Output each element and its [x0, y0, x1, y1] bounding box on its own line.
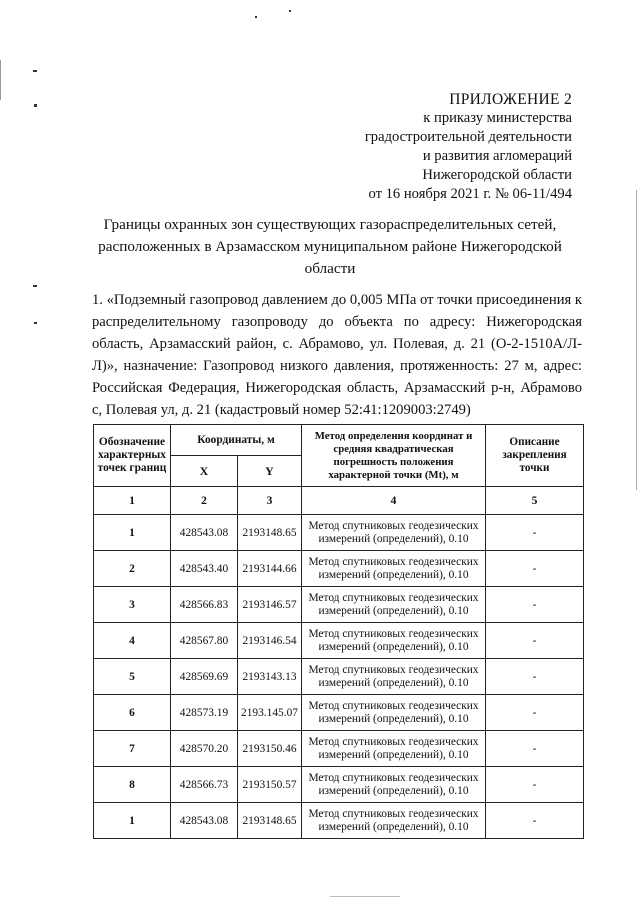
y-cell: 2193150.46: [238, 731, 302, 767]
scan-edge: [0, 60, 1, 100]
method-cell: Метод спутниковых геодезических измерений (определений), 0.10: [302, 659, 486, 695]
point-cell: 2: [94, 551, 171, 587]
description-cell: -: [486, 587, 584, 623]
table-row: [94, 731, 584, 767]
point-cell: 1: [94, 803, 171, 839]
description-cell: -: [486, 803, 584, 839]
header-coordinates: Координаты, м: [171, 425, 302, 456]
method-cell: Метод спутниковых геодезических измерений (определений), 0.10: [302, 587, 486, 623]
table-row: [94, 803, 584, 839]
column-number: 4: [302, 487, 486, 515]
table-row: [94, 767, 584, 803]
table-row: [94, 587, 584, 623]
y-cell: 2193144.66: [238, 551, 302, 587]
appendix-heading: ПРИЛОЖЕНИЕ 2: [449, 91, 572, 108]
y-cell: 2193148.65: [238, 803, 302, 839]
y-cell: 2193148.65: [238, 515, 302, 551]
title-line: Границы охранных зон существующих газораспределительных сетей,: [103, 216, 557, 233]
x-cell: 428543.08: [171, 515, 238, 551]
x-cell: 428543.08: [171, 803, 238, 839]
document-title: [80, 214, 580, 280]
header-x: X: [171, 456, 238, 487]
method-cell: Метод спутниковых геодезических измерений (определений), 0.10: [302, 551, 486, 587]
appendix-block: [312, 90, 572, 204]
x-cell: 428566.73: [171, 767, 238, 803]
x-cell: 428569.69: [171, 659, 238, 695]
column-number: 5: [486, 487, 584, 515]
scan-mark: [34, 104, 37, 107]
header-method: Метод определения координат и средняя квадратическая погрешность положения характерной точки (Mt), м: [302, 425, 486, 487]
description-cell: -: [486, 767, 584, 803]
x-cell: 428567.80: [171, 623, 238, 659]
scan-edge: [636, 190, 637, 490]
point-cell: 1: [94, 515, 171, 551]
method-cell: Метод спутниковых геодезических измерений (определений), 0.10: [302, 803, 486, 839]
table-row: [94, 623, 584, 659]
y-cell: 2193.145.07: [238, 695, 302, 731]
scan-mark: [33, 70, 37, 72]
title-line: области: [304, 260, 356, 277]
appendix-line: градостроительной деятельности: [364, 129, 572, 145]
table-row: [94, 551, 584, 587]
table-row: [94, 695, 584, 731]
table-row: [94, 515, 584, 551]
y-cell: 2193146.54: [238, 623, 302, 659]
header-point: Обозначение характерных точек границ: [94, 425, 171, 487]
x-cell: 428543.40: [171, 551, 238, 587]
scan-mark: [33, 285, 37, 287]
x-cell: 428573.19: [171, 695, 238, 731]
method-cell: Метод спутниковых геодезических измерений (определений), 0.10: [302, 695, 486, 731]
description-cell: -: [486, 551, 584, 587]
point-cell: 4: [94, 623, 171, 659]
header-description: Описание закрепления точки: [486, 425, 584, 487]
scan-mark: [34, 322, 37, 324]
column-number-row: [94, 487, 584, 515]
object-description: 1. «Подземный газопровод давлением до 0,005 МПа от точки присоединения к распределительному газопроводу до объекта по адресу: Нижегородская область, Арзамасский район, с. Абрамово, ул. Полевая, д. 21 (О-2-1510А/Л-Л)», назначение: Газопровод низкого давления, протяженность: 27 м, адрес: Российская Федерация, Нижегородская область, Арзамасский р-н, Абрамово с, Полевая ул, д. 21 (кадастровый номер 52:41:1209003:2749): [92, 292, 582, 418]
appendix-line: и развития агломераций: [422, 148, 572, 164]
scan-edge: [330, 896, 400, 897]
point-cell: 7: [94, 731, 171, 767]
description-cell: -: [486, 695, 584, 731]
appendix-line: Нижегородской области: [422, 167, 572, 183]
x-cell: 428570.20: [171, 731, 238, 767]
appendix-line: к приказу министерства: [423, 110, 572, 126]
description-cell: -: [486, 731, 584, 767]
point-cell: 8: [94, 767, 171, 803]
header-y: Y: [238, 456, 302, 487]
column-number: 2: [171, 487, 238, 515]
point-cell: 3: [94, 587, 171, 623]
coordinates-table: [93, 424, 584, 839]
title-line: расположенных в Арзамасском муниципальном районе Нижегородской: [98, 238, 562, 255]
scan-mark: [289, 10, 291, 12]
x-cell: 428566.83: [171, 587, 238, 623]
y-cell: 2193150.57: [238, 767, 302, 803]
description-cell: -: [486, 623, 584, 659]
y-cell: 2193146.57: [238, 587, 302, 623]
method-cell: Метод спутниковых геодезических измерений (определений), 0.10: [302, 731, 486, 767]
scan-mark: [255, 16, 257, 18]
description-cell: -: [486, 659, 584, 695]
column-number: 1: [94, 487, 171, 515]
point-cell: 6: [94, 695, 171, 731]
method-cell: Метод спутниковых геодезических измерений (определений), 0.10: [302, 623, 486, 659]
description-cell: -: [486, 515, 584, 551]
point-cell: 5: [94, 659, 171, 695]
table-row: [94, 659, 584, 695]
column-number: 3: [238, 487, 302, 515]
appendix-line: от 16 ноября 2021 г. № 06-11/494: [368, 186, 572, 202]
method-cell: Метод спутниковых геодезических измерений (определений), 0.10: [302, 767, 486, 803]
method-cell: Метод спутниковых геодезических измерений (определений), 0.10: [302, 515, 486, 551]
y-cell: 2193143.13: [238, 659, 302, 695]
